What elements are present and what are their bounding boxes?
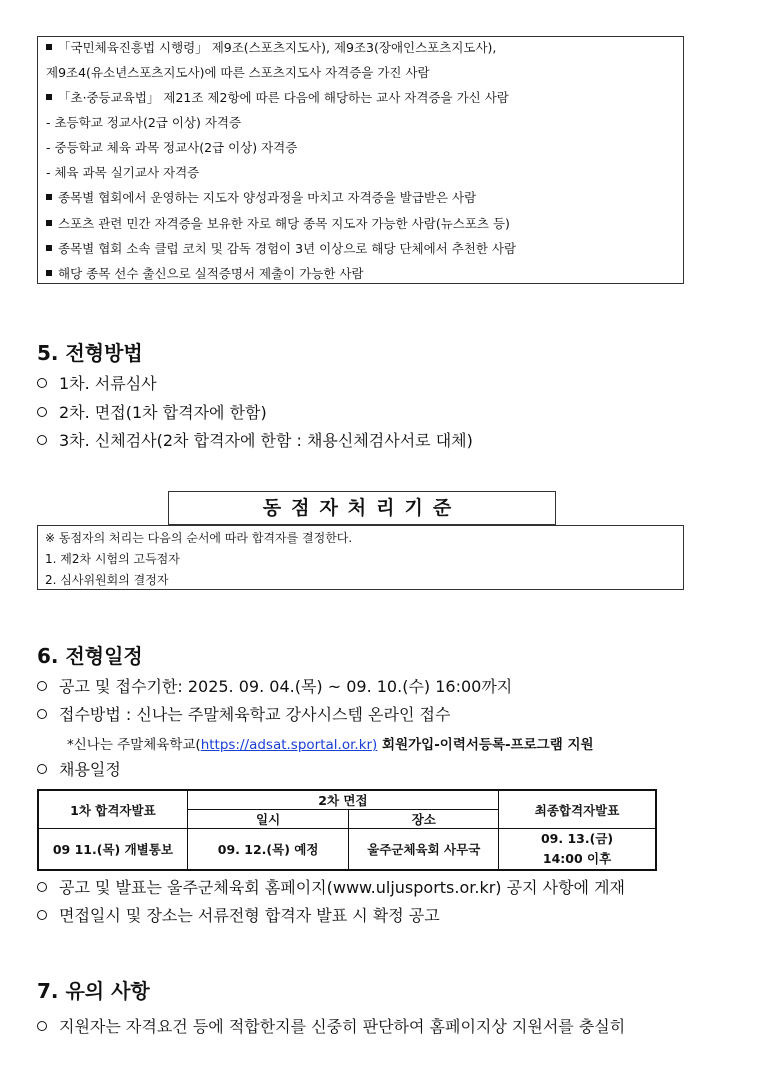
circle-bullet-icon [37, 882, 47, 892]
qual-text: 종목별 협회 소속 클럽 코치 및 감독 경험이 3년 이상으로 해당 단체에서 추천한 사람 [58, 241, 517, 256]
schedule-text: 채용일정 [59, 760, 121, 779]
th-place: 장소 [349, 810, 499, 829]
apply-note [67, 733, 594, 753]
td-date: 09. 12.(목) 예정 [187, 829, 349, 871]
section-7-title: 7. 유의 사항 [37, 979, 150, 1003]
method-text: 3차. 신체검사(2차 합격자에 한함 : 채용신체검사서로 대체) [59, 431, 473, 450]
section-5-title: 5. 전형방법 [37, 341, 143, 365]
circle-bullet-icon [37, 709, 47, 719]
final-time: 14:00 이후 [542, 851, 612, 866]
qual-text: 종목별 협회에서 운영하는 지도자 양성과정을 마치고 자격증을 발급받은 사람 [58, 190, 477, 205]
notice-item-1 [37, 1017, 625, 1037]
qual-line-4 [46, 115, 241, 131]
qual-line-7 [46, 190, 476, 206]
qualifications-box [37, 36, 684, 284]
circle-bullet-icon [37, 910, 47, 920]
qual-line-6 [46, 165, 199, 181]
th-date: 일시 [187, 810, 349, 829]
th-first-result: 1차 합격자발표 [38, 790, 187, 829]
qual-line-8 [46, 216, 510, 232]
circle-bullet-icon [37, 681, 47, 691]
method-item-1 [37, 374, 157, 394]
schedule-text: 면접일시 및 장소는 서류전형 합격자 발표 시 확정 공고 [59, 906, 440, 925]
circle-bullet-icon [37, 435, 47, 445]
square-bullet-icon [46, 44, 52, 50]
square-bullet-icon [46, 94, 52, 100]
schedule-item-1 [37, 677, 512, 697]
tie-line-2: 1. 제2차 시험의 고득점자 [45, 552, 180, 566]
method-text: 2차. 면접(1차 합격자에 한함) [59, 403, 267, 422]
td-first-result: 09 11.(목) 개별통보 [38, 829, 187, 871]
tie-line-1: ※ 동점자의 처리는 다음의 순서에 따라 합격자를 결정한다. [45, 531, 353, 545]
schedule-table [37, 789, 657, 871]
qual-line-2 [46, 65, 430, 81]
schedule-item-5 [37, 906, 440, 926]
qual-text: 해당 종목 선수 출신으로 실적증명서 제출이 가능한 사람 [58, 266, 364, 281]
qual-line-10 [46, 266, 364, 282]
td-place: 울주군체육회 사무국 [349, 829, 499, 871]
note-suffix: 회원가입-이력서등록-프로그램 지원 [377, 737, 594, 753]
circle-bullet-icon [37, 1021, 47, 1031]
schedule-item-4 [37, 878, 625, 898]
final-date: 09. 13.(금) [540, 831, 614, 846]
schedule-item-3 [37, 760, 121, 780]
circle-bullet-icon [37, 764, 47, 774]
square-bullet-icon [46, 245, 52, 251]
qual-line-1 [46, 40, 496, 56]
qual-text: 제9조4(유소년스포츠지도사)에 따른 스포츠지도사 자격증을 가진 사람 [46, 65, 430, 80]
qual-line-3 [46, 90, 509, 106]
schedule-text: 접수방법 : 신나는 주말체육학교 강사시스템 온라인 접수 [59, 705, 451, 724]
qual-text: 「국민체육진흥법 시행령」 제9조(스포츠지도사), 제9조3(장애인스포츠지도사), [58, 40, 497, 55]
qual-text: 「초·중등교육법」 제21조 제2항에 따른 다음에 해당하는 교사 자격증을 가신 사람 [58, 90, 509, 105]
circle-bullet-icon [37, 378, 47, 388]
method-item-2 [37, 403, 267, 423]
td-final-result [499, 829, 656, 871]
qual-text: - 체육 과목 실기교사 자격증 [46, 165, 200, 180]
qual-line-9 [46, 241, 516, 257]
schedule-text: 공고 및 발표는 울주군체육회 홈페이지(www.uljusports.or.kr) 공지 사항에 게재 [59, 878, 626, 897]
tie-line-3: 2. 심사위원회의 결정자 [45, 573, 169, 587]
tie-rule-heading: 동점자처리기준 [168, 491, 556, 525]
notice-text: 지원자는 자격요건 등에 적합한지를 신중히 판단하여 홈페이지상 지원서를 충실히 [59, 1017, 626, 1036]
square-bullet-icon [46, 270, 52, 276]
qual-text: 스포츠 관련 민간 자격증을 보유한 자로 해당 종목 지도자 가능한 사람(뉴스포츠 등) [58, 216, 510, 231]
square-bullet-icon [46, 220, 52, 226]
th-second-interview: 2차 면접 [187, 790, 498, 810]
qual-text: - 초등학교 정교사(2급 이상) 자격증 [46, 115, 242, 130]
schedule-item-2 [37, 705, 450, 725]
schedule-text: 공고 및 접수기한: 2025. 09. 04.(목) ~ 09. 10.(수) 16:00까지 [59, 677, 513, 696]
section-6-title: 6. 전형일정 [37, 644, 143, 668]
qual-line-5 [46, 140, 297, 156]
square-bullet-icon [46, 194, 52, 200]
note-prefix: *신나는 주말체육학교( [67, 737, 201, 753]
apply-site-link[interactable]: https://adsat.sportal.or.kr) [200, 737, 378, 753]
circle-bullet-icon [37, 407, 47, 417]
tie-rule-box [37, 525, 684, 590]
method-text: 1차. 서류심사 [59, 374, 157, 393]
th-final-result: 최종합격자발표 [499, 790, 656, 829]
method-item-3 [37, 431, 473, 451]
qual-text: - 중등학교 체육 과목 정교사(2급 이상) 자격증 [46, 140, 298, 155]
